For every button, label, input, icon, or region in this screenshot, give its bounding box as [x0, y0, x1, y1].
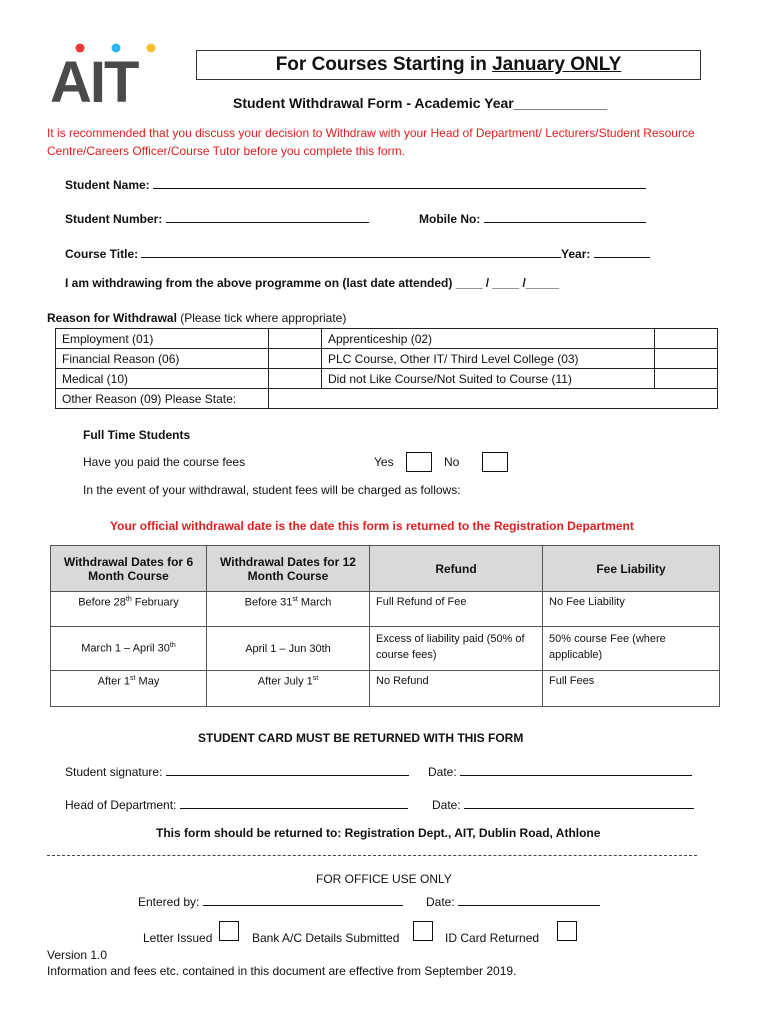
fees-cell: Full Refund of Fee [370, 592, 543, 627]
mobile-field[interactable] [484, 210, 646, 223]
fees-header: Withdrawal Dates for 12 Month Course [207, 546, 370, 592]
reason-table [55, 328, 718, 409]
student-card-notice: STUDENT CARD MUST BE RETURNED WITH THIS FORM [198, 731, 524, 745]
no-label: No [444, 455, 460, 469]
office-date-field[interactable] [458, 893, 600, 906]
letter-issued-checkbox[interactable] [219, 921, 239, 941]
title-emphasis: January ONLY [492, 54, 622, 75]
office-heading: FOR OFFICE USE ONLY [316, 872, 452, 886]
reason-heading: Reason for Withdrawal [47, 311, 177, 325]
fees-row [51, 592, 720, 627]
fees-cell: No Fee Liability [543, 592, 720, 627]
reason-option: Did not Like Course/Not Suited to Course (11) [322, 369, 655, 389]
year-row [561, 245, 650, 261]
course-title-field[interactable] [141, 245, 561, 258]
logo-dot-yellow [147, 44, 156, 53]
reason-checkbox[interactable] [269, 349, 322, 369]
recommendation-notice: It is recommended that you discuss your decision to Withdraw with your Head of Department/ Lecturers/Student Resource Centre/Careers Officer/Course Tutor before you complete this form. [47, 126, 695, 158]
fees-cell: After July 1st [207, 671, 370, 707]
reason-checkbox[interactable] [655, 369, 718, 389]
hod-signature-row [65, 796, 408, 812]
return-to-notice: This form should be returned to: Registration Dept., AIT, Dublin Road, Athlone [156, 826, 601, 840]
withdrawing-statement: I am withdrawing from the above programme on (last date attended) ____ / ____ /_____ [65, 276, 560, 290]
mobile-label: Mobile No: [419, 212, 481, 226]
id-card-label: ID Card Returned [445, 931, 540, 945]
bank-details-checkbox[interactable] [413, 921, 433, 941]
student-number-label: Student Number: [65, 212, 163, 226]
year-label: Year: [561, 247, 591, 261]
student-signature-label: Student signature: [65, 765, 163, 779]
fulltime-heading: Full Time Students [83, 428, 191, 442]
fees-cell: Before 28th February [51, 592, 207, 627]
mobile-row [419, 210, 646, 226]
student-number-field[interactable] [166, 210, 369, 223]
office-divider [47, 855, 697, 856]
title-prefix: For Courses Starting in [275, 54, 493, 75]
reason-option: Medical (10) [56, 369, 269, 389]
reason-row [56, 329, 718, 349]
fees-cell: Full Fees [543, 671, 720, 707]
no-checkbox[interactable] [482, 452, 508, 472]
fees-cell: After 1st May [51, 671, 207, 707]
charges-text: In the event of your withdrawal, student fees will be charged as follows: [83, 483, 461, 497]
reason-checkbox[interactable] [269, 369, 322, 389]
title-box [196, 50, 701, 80]
entered-by-field[interactable] [203, 893, 403, 906]
student-signature-row [65, 763, 409, 779]
fees-row [51, 627, 720, 671]
reason-heading-row [47, 311, 346, 325]
student-date-field[interactable] [460, 763, 692, 776]
fees-cell: Excess of liability paid (50% of course fees) [370, 627, 543, 671]
entered-by-label: Entered by: [138, 895, 200, 909]
letter-issued-label: Letter Issued [143, 931, 213, 945]
student-signature-field[interactable] [166, 763, 409, 776]
hod-date-row [432, 796, 694, 812]
version-text: Version 1.0 [47, 948, 108, 962]
hod-signature-label: Head of Department: [65, 798, 177, 812]
fees-table [50, 545, 720, 707]
fees-header: Fee Liability [543, 546, 720, 592]
reason-row [56, 369, 718, 389]
reason-checkbox[interactable] [655, 329, 718, 349]
course-title-label: Course Title: [65, 247, 139, 261]
hod-signature-field[interactable] [180, 796, 408, 809]
student-name-label: Student Name: [65, 178, 150, 192]
reason-option: Employment (01) [56, 329, 269, 349]
office-date-label: Date: [426, 895, 455, 909]
id-card-checkbox[interactable] [557, 921, 577, 941]
fees-header-row [51, 546, 720, 592]
reason-option: Apprenticeship (02) [322, 329, 655, 349]
hod-date-field[interactable] [464, 796, 694, 809]
fees-row [51, 671, 720, 707]
yes-label: Yes [374, 455, 394, 469]
reason-row [56, 349, 718, 369]
year-field[interactable] [594, 245, 650, 258]
fees-cell: 50% course Fee (where applicable) [543, 627, 720, 671]
course-title-row [65, 245, 561, 261]
hod-date-label: Date: [432, 798, 461, 812]
bank-details-label: Bank A/C Details Submitted [252, 931, 400, 945]
reason-checkbox[interactable] [269, 329, 322, 349]
student-date-label: Date: [428, 765, 457, 779]
ait-logo [50, 42, 180, 108]
official-date-notice: Your official withdrawal date is the date this form is returned to the Registration Department [110, 519, 634, 533]
reason-other-field[interactable] [269, 389, 718, 409]
reason-option: Financial Reason (06) [56, 349, 269, 369]
student-name-row [65, 176, 646, 192]
yes-checkbox[interactable] [406, 452, 432, 472]
fees-cell: March 1 – April 30th [51, 627, 207, 671]
form-subtitle: Student Withdrawal Form - Academic Year____________ [233, 95, 608, 111]
reason-note: (Please tick where appropriate) [176, 311, 347, 325]
student-name-field[interactable] [153, 176, 646, 189]
office-date-row [426, 893, 600, 909]
student-number-row [65, 210, 369, 226]
fees-cell: April 1 – Jun 30th [207, 627, 370, 671]
student-date-row [428, 763, 692, 779]
reason-other-label: Other Reason (09) Please State: [56, 389, 269, 409]
reason-checkbox[interactable] [655, 349, 718, 369]
reason-row-other [56, 389, 718, 409]
logo-text: AIT [50, 50, 138, 108]
fees-paid-question: Have you paid the course fees [83, 455, 246, 469]
fees-cell: Before 31st March [207, 592, 370, 627]
entered-by-row [138, 893, 403, 909]
fees-header: Refund [370, 546, 543, 592]
fees-cell: No Refund [370, 671, 543, 707]
fees-header: Withdrawal Dates for 6 Month Course [51, 546, 207, 592]
reason-option: PLC Course, Other IT/ Third Level College (03) [322, 349, 655, 369]
effective-text: Information and fees etc. contained in this document are effective from September 2019. [47, 964, 517, 978]
